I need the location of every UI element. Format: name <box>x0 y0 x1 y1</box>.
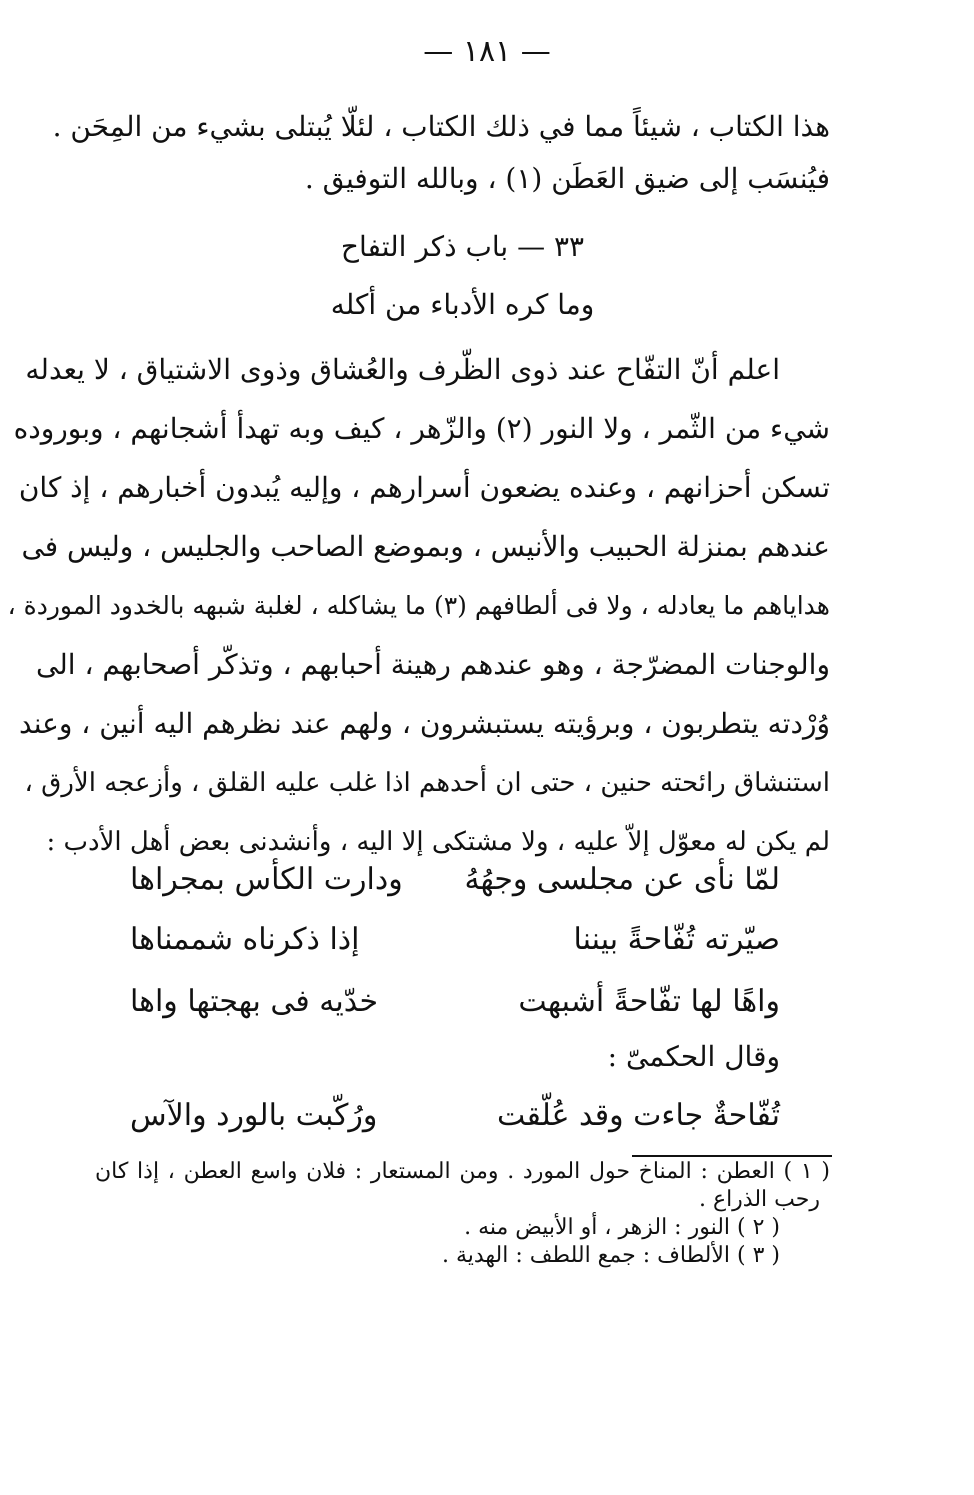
verse-line <box>130 984 780 1024</box>
chapter-subtitle: وما كره الأدباء من أكله <box>330 288 595 321</box>
page-number: — ١٨١ — <box>423 34 551 69</box>
chapter-subheading <box>95 290 830 320</box>
text-line: اعلم أنّ التفّاح عند ذوى الظّرف والعُشاق وذوى الاشتياق ، لا يعدله <box>25 353 780 386</box>
footnote-line: رحب الذراع . <box>698 1187 820 1212</box>
verse-first-hemistich: صيّرته تُفّاحةً بيننا <box>573 922 780 957</box>
text-line: عندهم بمنزلة الحبيب والأنيس ، وبموضع الصاحب والجليس ، وليس فى <box>21 530 830 563</box>
text-line: تسكن أحزانهم ، وعنده يضعون أسرارهم ، وإليه يُبدون أخبارهم ، إذ كان <box>18 471 830 504</box>
verse-second-hemistich: خدّيه فى بهجتها واها <box>130 984 379 1019</box>
footnote-divider <box>632 1155 832 1157</box>
verse-line <box>130 1098 780 1138</box>
attribution <box>560 1040 780 1080</box>
verse-second-hemistich: ودارت الكأس بمجراها <box>130 862 403 897</box>
text-line: استنشاق رائحته حنين ، حتى ان أحدهم اذا غلب عليه القلق ، وأزعجه الأرق ، <box>24 768 830 798</box>
text-line: لم يكن له معوّل إلاّ عليه ، ولا مشتكى إلا اليه ، وأنشدنى بعض أهل الأدب : <box>46 827 830 857</box>
verse-first-hemistich: تُفّاحةٌ جاءت وقد عُلّقت <box>497 1098 780 1133</box>
text-line: وُرْدته يتطربون ، وبرؤيته يستبشرون ، ولهم عند نظرهم اليه أنين ، وعند <box>19 707 830 740</box>
footnotes <box>95 1158 830 1270</box>
attribution-text: وقال الحكمىّ : <box>607 1040 780 1073</box>
verse-second-hemistich: إذا ذكرناه شممناها <box>130 922 360 957</box>
body-paragraph <box>7 353 830 886</box>
verse-first-hemistich: لمّا نأى عن مجلسى وجهُهُ <box>464 862 780 897</box>
footnote-line: ( ٢ ) النور : الزهر ، أو الأبيض منه . <box>464 1215 780 1240</box>
text-line: هداياهم ما يعادله ، ولا فى ألطافهم (٣) ما يشاكله ، لغلبة شبهه بالخدود الموردة ، <box>7 591 830 620</box>
chapter-title: ٣٣ — باب ذكر التفاح <box>340 230 585 263</box>
verse-line <box>130 922 780 962</box>
verse-second-hemistich: ورُكّبت بالورد والآس <box>130 1098 378 1133</box>
footnote-line: ( ٣ ) الألطاف : جمع اللطف : الهدية . <box>441 1243 780 1268</box>
text-line: هذا الكتاب ، شيئاً مما في ذلك الكتاب ، لئلّا يُبتلى بشيء من المِحَن . <box>52 110 830 143</box>
text-line: فيُنسَب إلى ضيق العَطَن (١) ، وبالله التوفيق . <box>304 162 830 195</box>
verse-line <box>130 862 780 902</box>
top-paragraph <box>52 110 830 195</box>
text-line: شيء من الثّمر ، ولا النور (٢) والزّهر ، كيف وبه تهدأ أشجانهم ، وبوروده <box>13 412 830 445</box>
text-line: والوجنات المضرّجة ، وهو عندهم رهينة أحبابهم ، وتذكّر أصحابهم ، الى <box>35 648 830 681</box>
footnote-line: ( ١ ) العطن : المناخ حول المورد . ومن المستعار : فلان واسع العطن ، إذا كان <box>95 1159 830 1184</box>
verse-first-hemistich: واهًا لها تفّاحةً أشبهت <box>518 984 780 1019</box>
chapter-heading <box>95 232 830 262</box>
